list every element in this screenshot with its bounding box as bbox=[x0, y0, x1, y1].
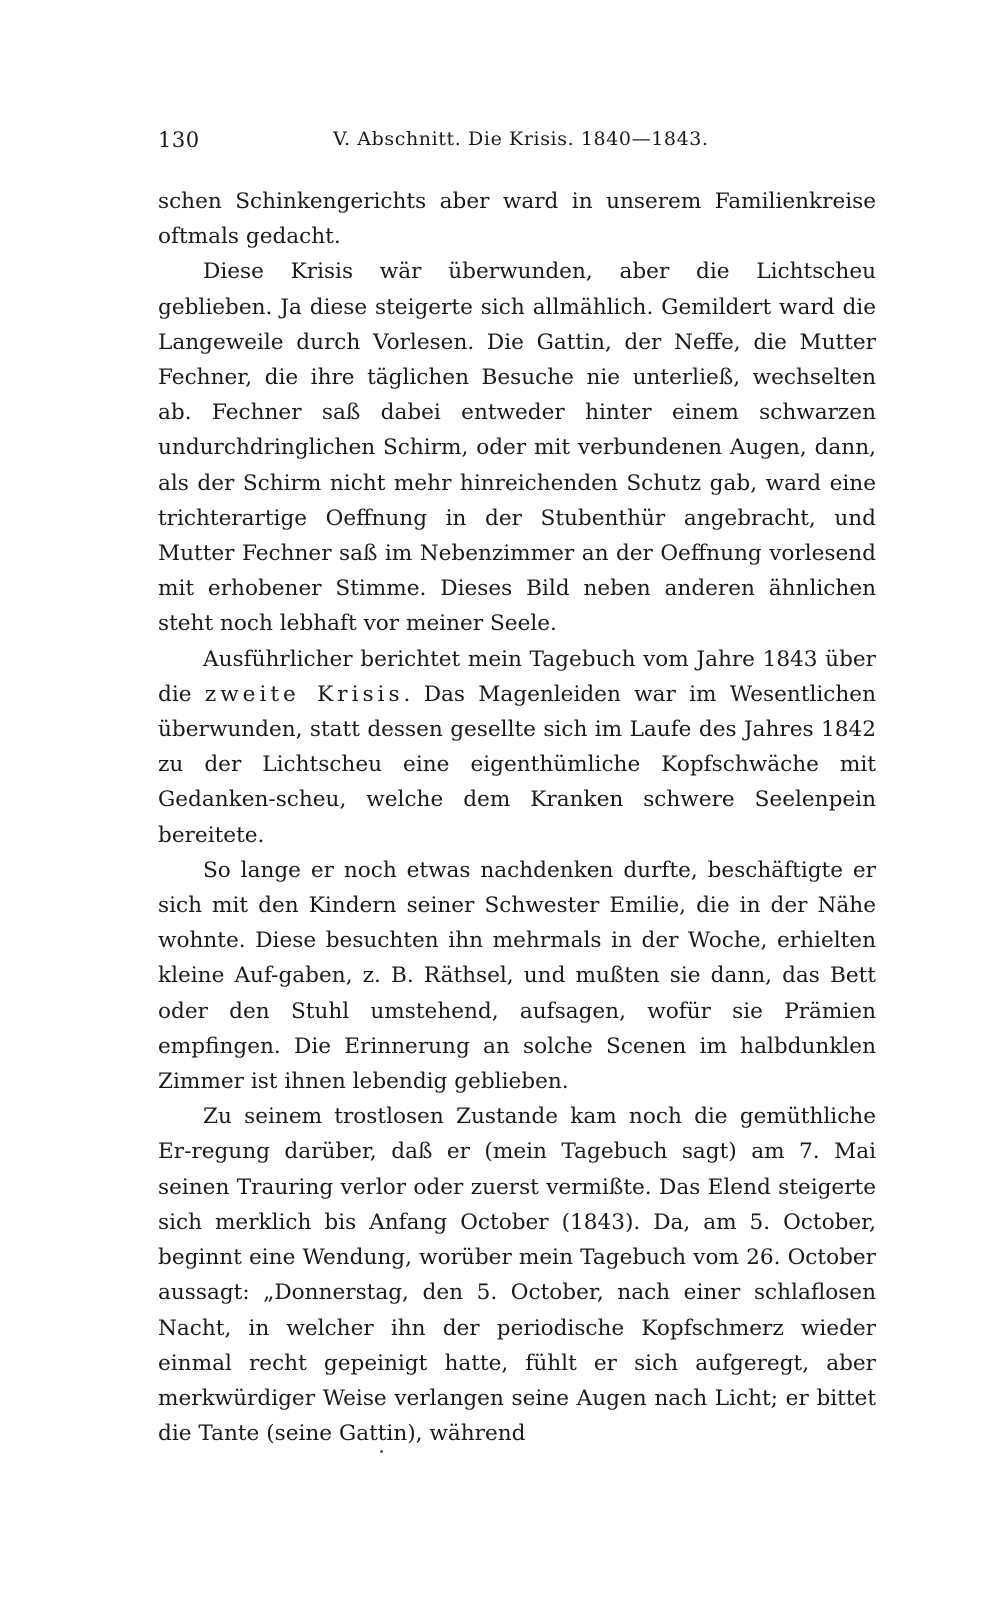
paragraph-children: So lange er noch etwas nachdenken durfte, beschäftigte er sich mit den Kindern seiner Schwester Emilie, die in der Nähe wohnte. Diese besuchten ihn mehrmals in der Woche, erhielten kleine Auf-gaben, z. B. Räthsel, und mußten sie dann, das Bett oder den Stuhl umstehend, aufsagen, wofür sie Prämien empfingen. Die Erinnerung an solche Scenen im halbdunklen Zimmer ist ihnen lebendig geblieben. bbox=[158, 857, 876, 1095]
paper-speck bbox=[380, 1450, 383, 1453]
emphasized-term: zweite Krisis bbox=[204, 681, 404, 707]
paragraph-second-crisis-text-b: . Das Magenleiden war im Wesentlichen überwunden, statt dessen gesellte sich im Laufe des Jahres 1842 zu der Lichtscheu eine eigenthümliche Kopfschwäche mit Gedanken-scheu, welche dem Kranken schwere Seelenpein bereitete. bbox=[158, 681, 876, 848]
paragraph-second-crisis bbox=[158, 642, 876, 853]
paragraph-wedding-ring: Zu seinem trostlosen Zustande kam noch die gemüthliche Er-regung darüber, daß er (mein Tagebuch sagt) am 7. Mai seinen Trauring verlor oder zuerst vermißte. Das Elend steigerte sich merklich bis Anfang October (1843). Da, am 5. October, beginnt eine Wendung, worüber mein Tagebuch vom 26. October aussagt: „Donnerstag, den 5. October, nach einer schlaflosen Nacht, in welcher ihn der periodische Kopfschmerz wieder einmal recht gepeinigt hatte, fühlt er sich aufgeregt, aber merkwürdiger Weise verlangen seine Augen nach Licht; er bittet die Tante (seine Gattin), während bbox=[158, 1104, 876, 1447]
paragraph-continuation: schen Schinkengerichts aber ward in unserem Familienkreise oftmals gedacht. bbox=[158, 189, 876, 250]
running-head: V. Abschnitt. Die Krisis. 1840—1843. bbox=[333, 128, 709, 150]
book-page bbox=[158, 128, 876, 1451]
paragraph-first-crisis: Diese Krisis wär überwunden, aber die Lichtscheu geblieben. Ja diese steigerte sich allmählich. Gemildert ward die Langeweile durch Vorlesen. Die Gattin, der Neffe, die Mutter Fechner, die ihre täglichen Besuche nie unterließ, wechselten ab. Fechner saß dabei entweder hinter einem schwarzen undurchdringlichen Schirm, oder mit verbundenen Augen, dann, als der Schirm nicht mehr hinreichenden Schutz gab, ward eine trichterartige Oeffnung in der Stubenthür angebracht, und Mutter Fechner saß im Nebenzimmer an der Oeffnung vorlesend mit erhobener Stimme. Dieses Bild neben anderen ähnlichen steht noch lebhaft vor meiner Seele. bbox=[158, 259, 876, 637]
page-number: 130 bbox=[158, 128, 200, 152]
body-text bbox=[158, 184, 876, 1451]
page-header bbox=[158, 128, 876, 162]
paragraph-second-crisis-text-a: Ausführlicher berichtet mein Tagebuch vom Jahre 1843 über die bbox=[158, 646, 876, 707]
